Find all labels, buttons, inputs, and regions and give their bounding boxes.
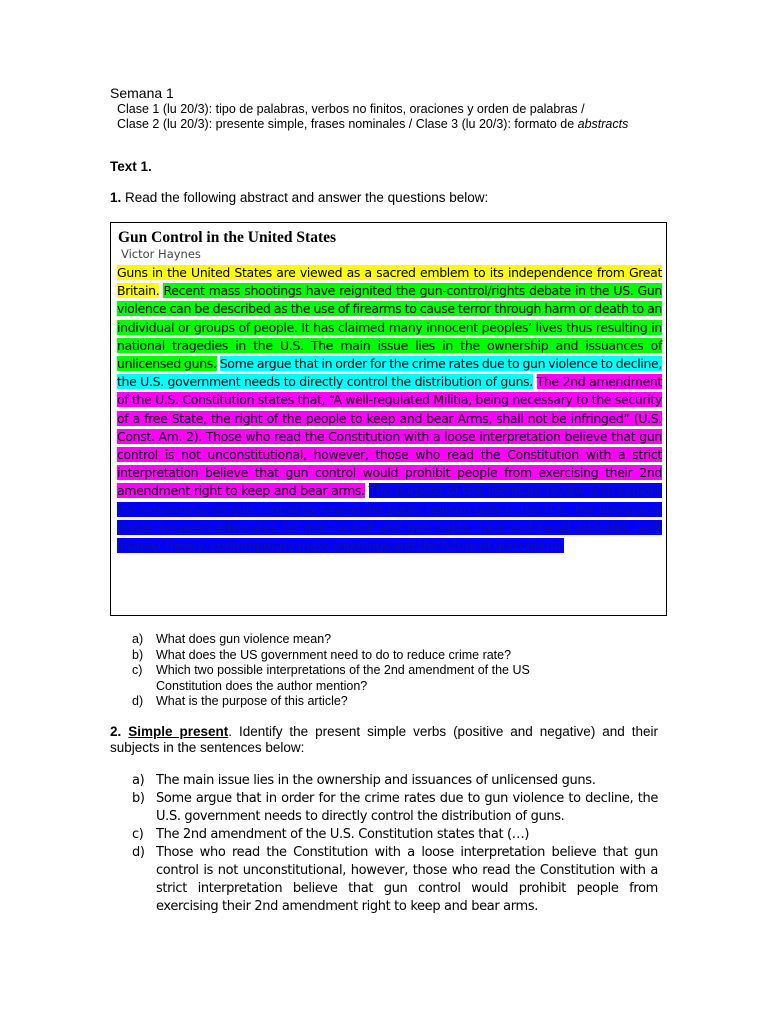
list-item-text: Some argue that in order for the crime rates due to gun violence to decline, the U.S. government needs to directly control the distribution of guns. bbox=[156, 791, 658, 824]
list-item bbox=[132, 694, 586, 710]
class-schedule-line-2 bbox=[117, 117, 628, 131]
list-item-letter: b) bbox=[132, 791, 145, 806]
list-item-text: What does gun violence mean? bbox=[156, 632, 332, 646]
exercise-1-number: 1. bbox=[110, 190, 122, 205]
highlight-magenta-segment: The 2nd amendment of the U.S. Constitution states that, “A well-regulated Militia, being necessary to the security of a free State, the right of the people to keep and bear Arms, shall not be infringed” (U.S. Const. Am. 2). Those who read the Constitution with a loose interpretation believe that gun control is not unconstitutional, however, those who read the Constitution with a strict interpretation believe that gun control would prohibit people from exercising their 2nd amendment right to keep and bear arms. bbox=[117, 374, 663, 499]
exercise-2-text: . Identify the present simple verbs (positive and negative) and their subjects in the sentences below: bbox=[110, 724, 659, 755]
list-item-text: Which two possible interpretations of the 2nd amendment of the US Constitution does the author mention? bbox=[156, 663, 530, 693]
list-item-text: The 2nd amendment of the U.S. Constitution states that (…) bbox=[156, 827, 530, 842]
list-item-letter: a) bbox=[132, 773, 145, 788]
list-item bbox=[132, 772, 658, 790]
list-item bbox=[132, 663, 586, 694]
list-item-letter: d) bbox=[132, 694, 144, 708]
list-item-letter: c) bbox=[132, 663, 143, 677]
highlight-yellow-segment: Guns in the United States are viewed as a sacred emblem to its independence from Great Britain. bbox=[117, 265, 662, 299]
list-item-text: What does the US government need to do to reduce crime rate? bbox=[156, 647, 512, 662]
list-item-letter: d) bbox=[132, 845, 145, 860]
exercise-2-label: Simple present bbox=[128, 724, 229, 739]
list-item-letter: c) bbox=[132, 827, 144, 842]
sentences-list bbox=[132, 772, 658, 916]
class-schedule-line-2-text: Clase 2 (lu 20/3): presente simple, frases nominales / Clase 3 (lu 20/3): formato de bbox=[117, 117, 578, 131]
abstract-box bbox=[110, 222, 667, 616]
exercise-1-text: Read the following abstract and answer the questions below: bbox=[121, 190, 489, 205]
highlight-blue-segment: The purpose of this literature review is to explore the scholarship on gun control by examining public opinion polls in the U.S., the ideological divide between advocates for gun control and gun rights, race and racial attitudes, self-interest theory, contemporary mass shootings and the future of gun control. bbox=[117, 483, 662, 554]
class-schedule-line-1: Clase 1 (lu 20/3): tipo de palabras, verbos no finitos, oraciones y orden de palabras / bbox=[117, 102, 585, 116]
exercise-2-instruction bbox=[110, 724, 658, 756]
list-item bbox=[132, 826, 658, 844]
list-item-text: Those who read the Constitution with a loose interpretation believe that gun control is not unconstitutional, however, those who read the Constitution with a strict interpretation believe that gun control would prohibit people from exercising their 2nd amendment right to keep and bear arms. bbox=[156, 845, 658, 914]
list-item-text: What is the purpose of this article? bbox=[156, 694, 348, 708]
exercise-1-instruction bbox=[110, 190, 488, 205]
highlight-green-segment: Recent mass shootings have reignited the gun-control/rights debate in the US. Gun violence can be described as the use of firearms to cause terror through harm or death to an individual or groups of people. It has claimed many innocent peoples’ lives thus resulting in national tragedies in the U.S. The main issue lies in the ownership and issuances of unlicensed guns. bbox=[117, 283, 663, 372]
list-item-letter: b) bbox=[132, 647, 144, 662]
list-item-letter: a) bbox=[132, 632, 144, 646]
list-item bbox=[132, 648, 586, 664]
list-item bbox=[132, 632, 586, 648]
abstract-title: Gun Control in the United States bbox=[118, 229, 337, 246]
questions-list bbox=[132, 632, 586, 710]
text-heading: Text 1. bbox=[110, 159, 152, 174]
abstract-body bbox=[117, 264, 662, 555]
week-title: Semana 1 bbox=[110, 85, 174, 101]
list-item-text: The main issue lies in the ownership and issuances of unlicensed guns. bbox=[156, 773, 596, 788]
abstract-author: Victor Haynes bbox=[121, 247, 201, 261]
list-item bbox=[132, 790, 658, 826]
highlight-cyan-segment: Some argue that in order for the crime rates due to gun violence to decline, the U.S. government needs to directly control the distribution of guns. bbox=[117, 356, 662, 390]
list-item bbox=[132, 844, 658, 916]
abstracts-italic: abstracts bbox=[577, 117, 629, 131]
exercise-2-number: 2. bbox=[110, 724, 122, 739]
